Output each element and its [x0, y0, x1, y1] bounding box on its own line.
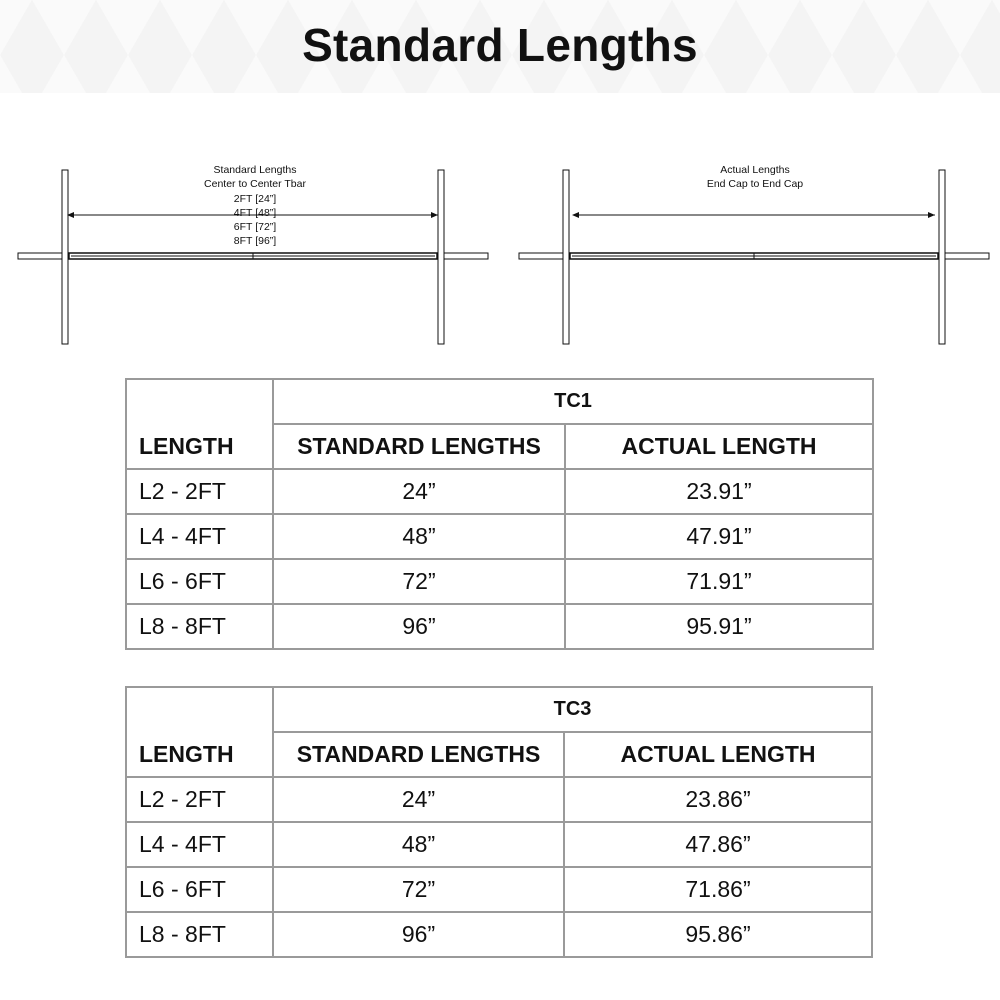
actual-length-cell: 71.86” — [564, 867, 872, 912]
length-cell: L8 - 8FT — [126, 912, 273, 957]
actual-length-cell: 95.91” — [565, 604, 873, 649]
diagram-label-line: Actual Lengths — [720, 164, 790, 176]
table-row — [126, 559, 873, 604]
diagram-label-line: End Cap to End Cap — [706, 178, 804, 191]
table-group-label: TC1 — [273, 379, 873, 424]
diagram-label-line: Center to Center Tbar — [204, 178, 306, 191]
diagram-label-line: 4FT [48”] — [233, 206, 277, 219]
tc3-length-table — [125, 686, 873, 958]
diagram-right-labels — [515, 163, 995, 192]
diagram-label-line: 6FT [72”] — [233, 221, 277, 234]
actual-length-cell: 47.86” — [564, 822, 872, 867]
diagram-label-line: Standard Lengths — [213, 164, 297, 176]
diagram-end-cap-to-end-cap — [515, 160, 995, 350]
length-cell: L6 - 6FT — [126, 867, 273, 912]
standard-length-cell: 96” — [273, 912, 564, 957]
length-cell: L4 - 4FT — [126, 514, 273, 559]
table-row — [126, 469, 873, 514]
table-group-label: TC3 — [273, 687, 872, 732]
length-cell: L2 - 2FT — [126, 469, 273, 514]
standard-length-cell: 72” — [273, 867, 564, 912]
standard-length-cell: 48” — [273, 822, 564, 867]
diagram-label-line: 2FT [24”] — [233, 192, 277, 205]
length-cell: L4 - 4FT — [126, 822, 273, 867]
standard-length-cell: 48” — [273, 514, 565, 559]
length-cell: L6 - 6FT — [126, 559, 273, 604]
table-row — [126, 822, 872, 867]
standard-length-cell: 72” — [273, 559, 565, 604]
table-row — [126, 604, 873, 649]
actual-length-cell: 95.86” — [564, 912, 872, 957]
actual-length-cell: 47.91” — [565, 514, 873, 559]
table-row — [126, 777, 872, 822]
actual-length-cell: 23.91” — [565, 469, 873, 514]
actual-length-cell: 23.86” — [564, 777, 872, 822]
standard-lengths-column-header: STANDARD LENGTHS — [273, 424, 565, 469]
page-title: Standard Lengths — [302, 19, 698, 71]
length-cell: L8 - 8FT — [126, 604, 273, 649]
actual-length-column-header: ACTUAL LENGTH — [564, 732, 872, 777]
standard-length-cell: 24” — [273, 777, 564, 822]
tc1-length-table — [125, 378, 874, 650]
table-row — [126, 912, 872, 957]
diagram-left-labels — [15, 163, 495, 249]
table-row — [126, 867, 872, 912]
length-column-header: LENGTH — [126, 379, 273, 469]
length-cell: L2 - 2FT — [126, 777, 273, 822]
standard-lengths-column-header: STANDARD LENGTHS — [273, 732, 564, 777]
diagram-center-to-center — [15, 160, 495, 350]
diagram-label-line: 8FT [96”] — [233, 235, 277, 248]
table-row — [126, 514, 873, 559]
length-column-header: LENGTH — [126, 687, 273, 777]
standard-length-cell: 96” — [273, 604, 565, 649]
actual-length-cell: 71.91” — [565, 559, 873, 604]
actual-length-column-header: ACTUAL LENGTH — [565, 424, 873, 469]
standard-length-cell: 24” — [273, 469, 565, 514]
